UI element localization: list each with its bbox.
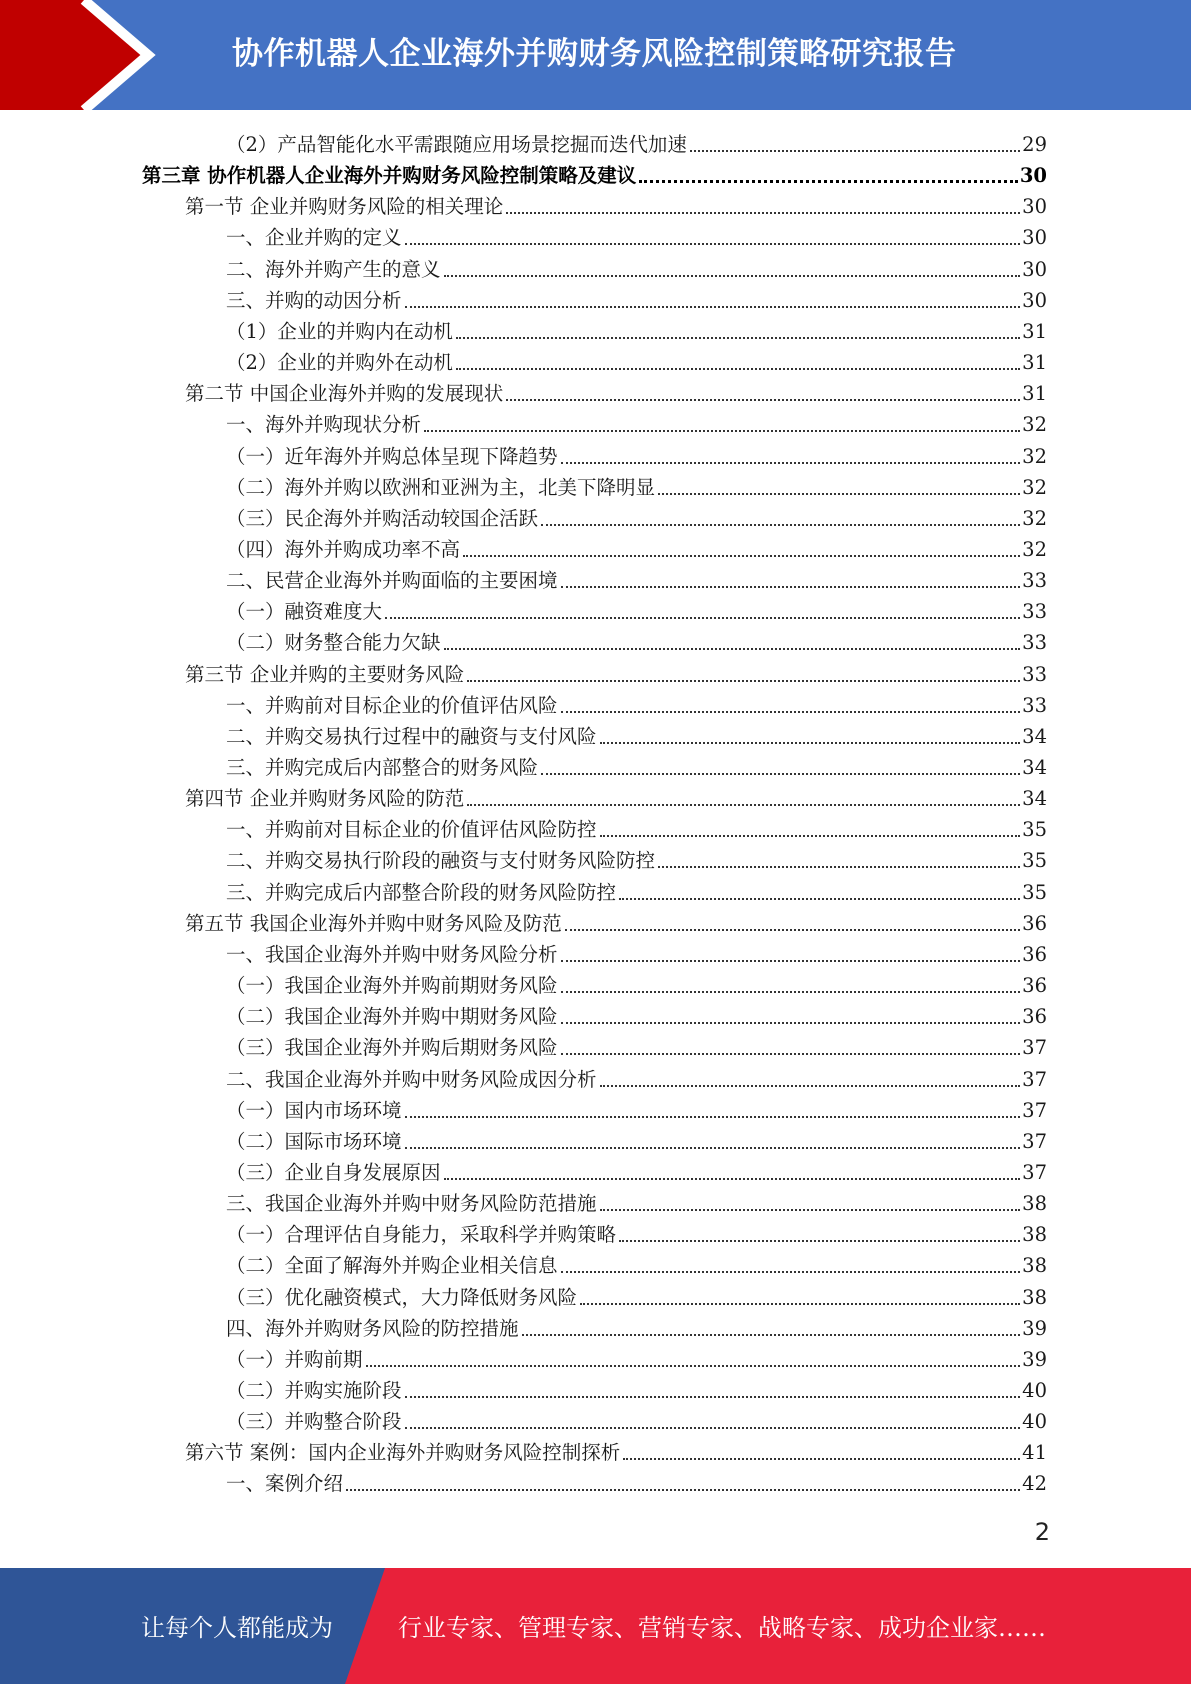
toc-entry-label: 三、并购完成后内部整合的财务风险 (226, 756, 539, 779)
toc-dot-leader (506, 212, 1020, 214)
toc-entry-label: （二）全面了解海外并购企业相关信息 (226, 1254, 558, 1278)
toc-entry[interactable] (226, 1156, 1047, 1187)
toc-entry[interactable] (226, 564, 1047, 595)
toc-entry[interactable] (185, 190, 1047, 221)
toc-entry-label: 三、我国企业海外并购中财务风险防范措施 (226, 1192, 597, 1216)
toc-dot-leader (444, 1178, 1021, 1180)
toc-dot-leader (600, 1085, 1021, 1087)
toc-dot-leader (506, 399, 1020, 401)
toc-entry-page: 36 (1022, 942, 1047, 966)
toc-entry-page: 36 (1022, 1005, 1047, 1029)
toc-entry-page: 30 (1022, 288, 1047, 312)
toc-entry[interactable] (226, 253, 1047, 284)
toc-entry[interactable] (226, 408, 1047, 439)
toc-entry[interactable] (226, 1281, 1047, 1312)
toc-entry-label: 一、并购前对目标企业的价值评估风险 (226, 693, 558, 717)
toc-entry[interactable] (226, 751, 1047, 782)
toc-entry-page: 37 (1022, 1036, 1047, 1060)
document-title: 协作机器人企业海外并购财务风险控制策略研究报告 (232, 36, 957, 72)
toc-entry[interactable] (185, 907, 1047, 938)
toc-entry[interactable] (226, 1125, 1047, 1156)
toc-entry-page: 33 (1022, 600, 1047, 624)
toc-entry-label: 第二节 中国企业海外并购的发展现状 (185, 382, 504, 406)
toc-dot-leader (561, 1053, 1021, 1055)
toc-entry[interactable] (226, 813, 1047, 844)
toc-entry-label: 一、我国企业海外并购中财务风险分析 (226, 942, 558, 966)
toc-entry-label: （2）企业的并购外在动机 (226, 351, 453, 375)
header-arrow-decoration (0, 0, 200, 110)
toc-entry-page: 31 (1022, 382, 1047, 406)
toc-entry[interactable] (226, 938, 1047, 969)
toc-dot-leader (658, 493, 1020, 495)
toc-dot-leader (405, 306, 1021, 308)
toc-entry[interactable] (226, 689, 1047, 720)
toc-entry-page: 35 (1022, 818, 1047, 842)
toc-dot-leader (565, 929, 1020, 931)
toc-dot-leader (346, 1489, 1020, 1491)
toc-entry-page: 37 (1022, 1098, 1047, 1122)
toc-dot-leader (561, 991, 1021, 993)
toc-entry-page: 38 (1022, 1192, 1047, 1216)
toc-dot-leader (600, 742, 1021, 744)
toc-entry-label: （一）融资难度大 (226, 600, 383, 624)
toc-entry[interactable] (226, 1343, 1047, 1374)
toc-entry-label: 一、海外并购现状分析 (226, 413, 422, 437)
header-red-block (0, 0, 148, 110)
toc-entry-page: 29 (1022, 133, 1047, 156)
toc-entry-page: 32 (1022, 475, 1047, 499)
toc-entry[interactable] (185, 1436, 1047, 1467)
toc-entry-page: 30 (1022, 257, 1047, 281)
toc-entry-label: 第四节 企业并购财务风险的防范 (185, 787, 465, 811)
toc-entry-label: 三、并购完成后内部整合阶段的财务风险防控 (226, 880, 617, 904)
toc-entry-page: 40 (1022, 1410, 1047, 1434)
toc-entry[interactable] (226, 969, 1047, 1000)
toc-dot-leader (561, 711, 1021, 713)
toc-entry[interactable] (226, 1249, 1047, 1280)
toc-entry[interactable] (226, 471, 1047, 502)
toc-entry-label: 二、并购交易执行过程中的融资与支付风险 (226, 724, 597, 748)
toc-dot-leader (366, 1365, 1021, 1367)
toc-entry-label: 第一节 企业并购财务风险的相关理论 (185, 195, 504, 219)
footer-slogan-right: 行业专家、管理专家、营销专家、战略专家、成功企业家…… (398, 1614, 1046, 1642)
toc-entry-label: （1）企业的并购内在动机 (226, 319, 453, 343)
toc-entry-page: 42 (1022, 1472, 1047, 1496)
toc-entry-label: （一）并购前期 (226, 1347, 363, 1371)
toc-entry-label: （二）并购实施阶段 (226, 1379, 402, 1402)
toc-entry-page: 34 (1022, 756, 1047, 779)
toc-entry[interactable] (226, 876, 1047, 907)
toc-entry[interactable] (226, 502, 1047, 533)
toc-entry-label: 第六节 案例：国内企业海外并购财务风险控制探析 (185, 1441, 621, 1465)
toc-dot-leader (456, 368, 1020, 370)
toc-dot-leader (619, 898, 1020, 900)
toc-entry[interactable] (142, 159, 1047, 190)
toc-dot-leader (405, 1427, 1021, 1429)
toc-dot-leader (405, 1396, 1021, 1398)
toc-entry-label: 二、我国企业海外并购中财务风险成因分析 (226, 1067, 597, 1091)
toc-entry-page: 33 (1022, 631, 1047, 655)
toc-entry-page: 32 (1022, 537, 1047, 561)
toc-entry-page: 40 (1022, 1379, 1047, 1402)
toc-entry-label: （四）海外并购成功率不高 (226, 537, 461, 561)
toc-dot-leader (623, 1458, 1020, 1460)
toc-entry-page: 41 (1022, 1441, 1047, 1465)
toc-entry[interactable] (226, 844, 1047, 875)
toc-dot-leader (385, 617, 1020, 619)
toc-dot-leader (456, 337, 1020, 339)
toc-dot-leader (405, 1116, 1021, 1118)
toc-entry-page: 36 (1022, 911, 1047, 935)
toc-dot-leader (405, 1147, 1021, 1149)
toc-entry-page: 37 (1022, 1129, 1047, 1153)
toc-entry-page: 39 (1022, 1316, 1047, 1340)
toc-entry-page: 32 (1022, 413, 1047, 437)
toc-entry-label: （三）民企海外并购活动较国企活跃 (226, 506, 539, 530)
toc-dot-leader (561, 586, 1021, 588)
toc-dot-leader (522, 1334, 1021, 1336)
toc-dot-leader (541, 773, 1020, 775)
toc-entry-label: （三）优化融资模式，大力降低财务风险 (226, 1285, 578, 1309)
toc-entry-label: 第五节 我国企业海外并购中财务风险及防范 (185, 911, 562, 935)
toc-dot-leader (600, 835, 1021, 837)
toc-entry-label: （2）产品智能化水平需跟随应用场景挖掘而迭代加速 (226, 133, 687, 156)
toc-entry-page: 31 (1022, 351, 1047, 375)
toc-entry[interactable] (226, 1467, 1047, 1498)
toc-dot-leader (600, 1209, 1021, 1211)
toc-dot-leader (690, 150, 1020, 152)
toc-entry-page: 33 (1022, 662, 1047, 686)
toc-entry[interactable] (226, 1031, 1047, 1062)
toc-entry-label: （二）财务整合能力欠缺 (226, 631, 441, 655)
toc-entry-page: 34 (1022, 724, 1047, 748)
toc-entry-page: 35 (1022, 849, 1047, 873)
toc-entry-label: （二）我国企业海外并购中期财务风险 (226, 1005, 558, 1029)
toc-entry[interactable] (185, 782, 1047, 813)
toc-entry-page: 32 (1022, 444, 1047, 468)
page-header (0, 0, 1191, 110)
toc-entry[interactable] (226, 284, 1047, 315)
toc-entry[interactable] (226, 595, 1047, 626)
page-number: 2 (1034, 1518, 1050, 1546)
toc-entry-label: （一）近年海外并购总体呈现下降趋势 (226, 444, 558, 468)
toc-entry-page: 39 (1022, 1347, 1047, 1371)
toc-entry-page: 30 (1022, 226, 1047, 250)
toc-entry-label: （二）国际市场环境 (226, 1129, 402, 1153)
toc-dot-leader (561, 462, 1021, 464)
toc-dot-leader (580, 1303, 1020, 1305)
toc-dot-leader (541, 524, 1020, 526)
toc-entry[interactable] (226, 1063, 1047, 1094)
toc-entry-label: 三、并购的动因分析 (226, 288, 402, 312)
toc-entry-page: 34 (1022, 787, 1047, 811)
toc-entry-page: 36 (1022, 974, 1047, 998)
toc-entry-page: 37 (1022, 1160, 1047, 1184)
toc-entry-label: 四、海外并购财务风险的防控措施 (226, 1316, 519, 1340)
toc-entry[interactable] (226, 315, 1047, 346)
toc-dot-leader (467, 680, 1020, 682)
toc-entry-page: 30 (1019, 164, 1047, 188)
toc-dot-leader (463, 555, 1020, 557)
toc-dot-leader (424, 430, 1020, 432)
toc-entry-label: 一、并购前对目标企业的价值评估风险防控 (226, 818, 597, 842)
toc-entry-label: 二、并购交易执行阶段的融资与支付财务风险防控 (226, 849, 656, 873)
toc-entry-page: 31 (1022, 319, 1047, 343)
toc-dot-leader (561, 1022, 1021, 1024)
toc-entry-label: 第三章 协作机器人企业海外并购财务风险控制策略及建议 (142, 164, 637, 188)
toc-entry-label: （三）我国企业海外并购后期财务风险 (226, 1036, 558, 1060)
toc-entry[interactable] (226, 221, 1047, 252)
toc-entry[interactable] (185, 658, 1047, 689)
toc-entry-label: （二）海外并购以欧洲和亚洲为主，北美下降明显 (226, 475, 656, 499)
toc-dot-leader (639, 180, 1018, 183)
toc-entry[interactable] (226, 1000, 1047, 1031)
toc-dot-leader (561, 1271, 1021, 1273)
toc-entry-page: 30 (1022, 195, 1047, 219)
toc-dot-leader (619, 1240, 1020, 1242)
toc-entry[interactable] (226, 440, 1047, 471)
toc-entry-label: 二、海外并购产生的意义 (226, 257, 441, 281)
toc-dot-leader (444, 275, 1021, 277)
toc-entry-label: （三）企业自身发展原因 (226, 1160, 441, 1184)
toc-dot-leader (467, 804, 1020, 806)
toc-entry[interactable] (226, 1218, 1047, 1249)
toc-entry[interactable] (226, 1312, 1047, 1343)
toc-entry-page: 38 (1022, 1223, 1047, 1247)
toc-entry[interactable] (226, 346, 1047, 377)
toc-entry[interactable] (226, 128, 1047, 159)
toc-entry[interactable] (226, 1094, 1047, 1125)
toc-entry[interactable] (226, 1405, 1047, 1436)
toc-dot-leader (658, 866, 1020, 868)
toc-entry-page: 33 (1022, 569, 1047, 593)
toc-entry-label: 第三节 企业并购的主要财务风险 (185, 662, 465, 686)
toc-entry-page: 32 (1022, 506, 1047, 530)
toc-entry-page: 38 (1022, 1285, 1047, 1309)
toc-entry[interactable] (226, 720, 1047, 751)
toc-entry-page: 38 (1022, 1254, 1047, 1278)
toc-entry-label: （一）我国企业海外并购前期财务风险 (226, 974, 558, 998)
footer-slogan-left: 让每个人都能成为 (141, 1614, 333, 1642)
toc-entry-label: （三）并购整合阶段 (226, 1410, 402, 1434)
toc-entry-label: 一、案例介绍 (226, 1472, 344, 1496)
toc-entry[interactable] (226, 626, 1047, 657)
toc-entry-label: 一、企业并购的定义 (226, 226, 402, 250)
toc-dot-leader (444, 648, 1021, 650)
toc-entry-label: 二、民营企业海外并购面临的主要困境 (226, 569, 558, 593)
toc-entry[interactable] (185, 377, 1047, 408)
toc-entry-page: 33 (1022, 693, 1047, 717)
toc-entry[interactable] (226, 1374, 1047, 1405)
toc-entry-label: （一）合理评估自身能力，采取科学并购策略 (226, 1223, 617, 1247)
toc-entry-label: （一）国内市场环境 (226, 1098, 402, 1122)
toc-dot-leader (561, 960, 1021, 962)
toc-entry[interactable] (226, 533, 1047, 564)
toc-dot-leader (405, 243, 1021, 245)
page-footer (0, 1568, 1191, 1684)
toc-entry-page: 35 (1022, 880, 1047, 904)
toc-entry-page: 37 (1022, 1067, 1047, 1091)
toc-entry[interactable] (226, 1187, 1047, 1218)
